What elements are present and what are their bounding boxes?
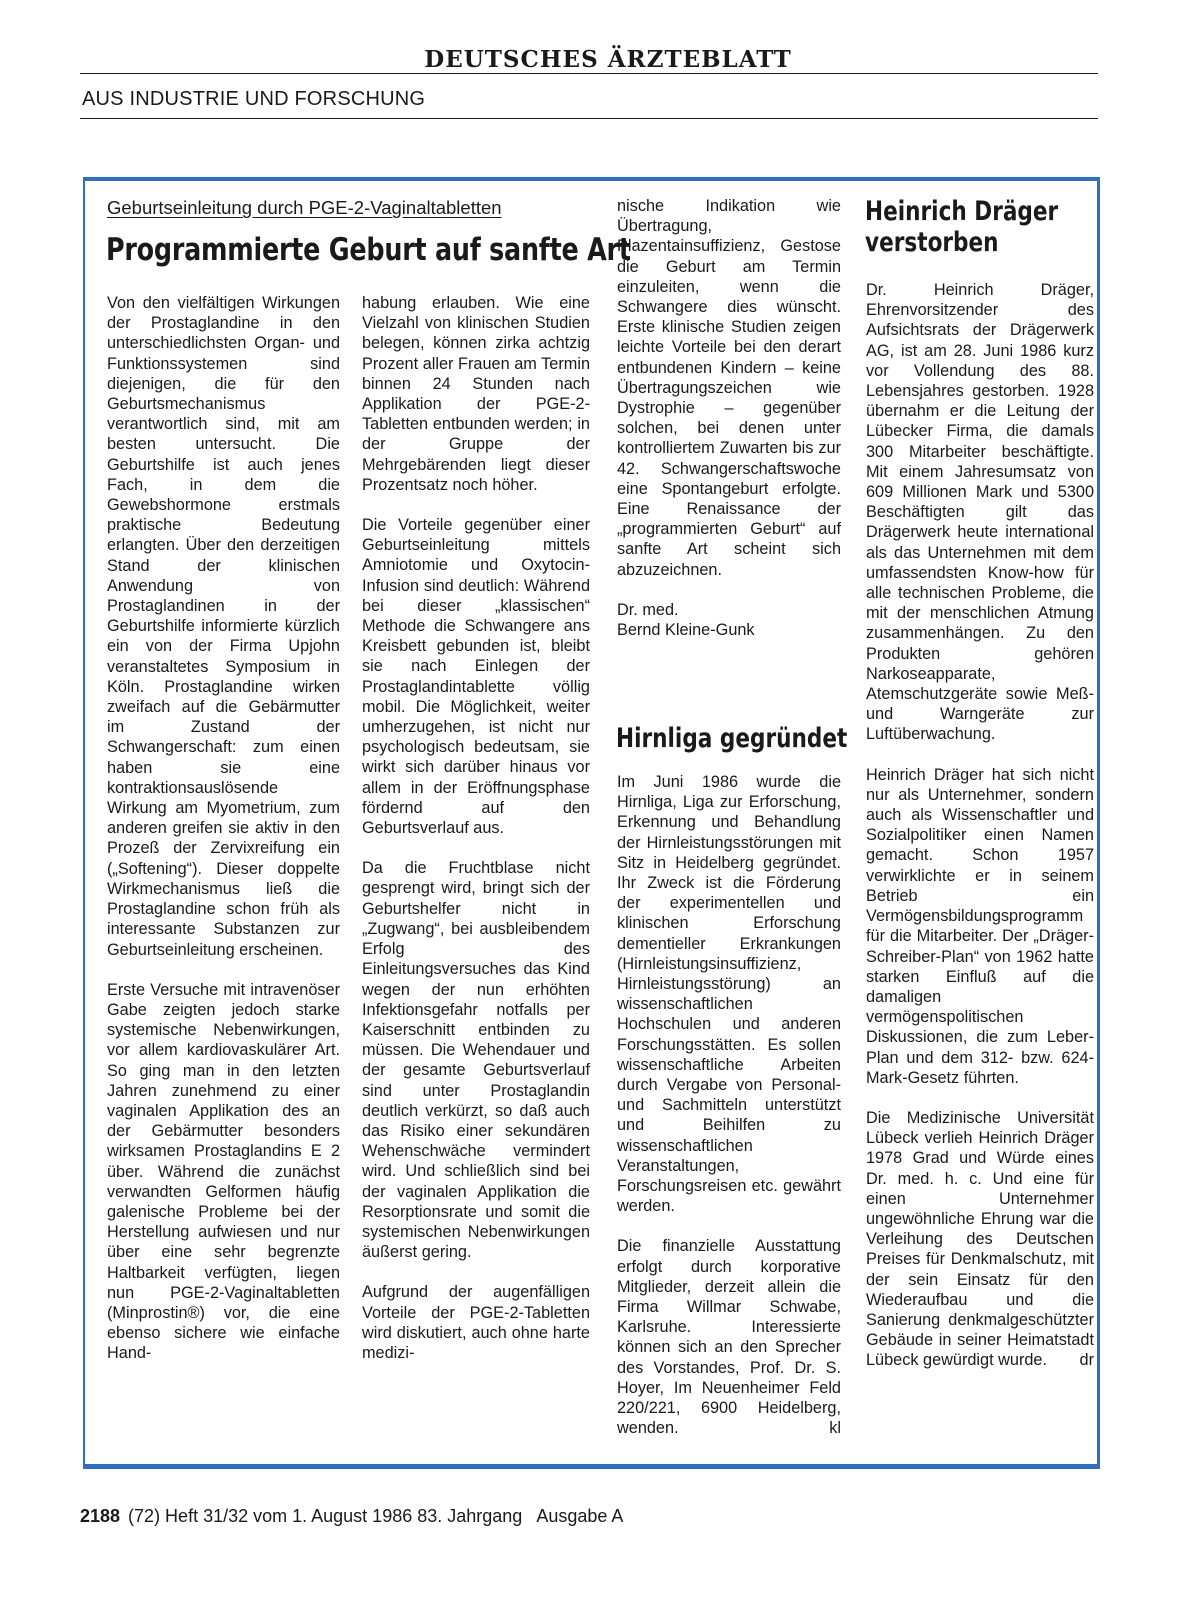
paragraph-text: Die Medizinische Universität Lübeck verlieh Heinrich Dräger 1978 Grad und Würde eines Dr. med. h. c. Und eine für einen Unternehmer ungewöhnliche Ehrung war die Verleihung des Deutschen Preises für Denkmalschutz, mit der sein Einsatz für den Wiederaufbau und die Sanierung denkmalgeschützter Gebäude in seiner Heimatstadt Lübeck gewürdigt wurde. (866, 1108, 1094, 1370)
article1-column-3 (617, 196, 841, 640)
article-kicker: Geburtseinleitung durch PGE-2-Vaginaltabletten (107, 197, 502, 218)
paragraph (866, 1108, 1094, 1371)
paragraph: Da die Fruchtblase nicht gesprengt wird, bringt sich der Geburtshelfer nicht in „Zugwang“, bei ausbleibendem Erfolg des Einleitungsversuches das Kind wegen der nun erhöhten Infektionsgefahr notfalls per Kaiserschnitt entbinden zu müssen. Die Wehendauer und der gesamte Geburtsverlauf sind unter Prostaglandin deutlich verkürzt, so daß auch das Risiko einer sekundären Wehenschwäche vermindert wird. Und schließlich sind bei der vaginalen Applikation die Resorptionsrate und somit die systemischen Nebenwirkungen äußerst gering. (362, 859, 590, 1262)
header-rule-top (80, 73, 1098, 74)
signature: dr (1079, 1351, 1094, 1370)
headline-line: verstorben (865, 227, 999, 258)
masthead: DEUTSCHES ÄRZTEBLATT (424, 46, 792, 73)
paragraph (617, 1236, 841, 1438)
article2-headline: Hirnliga gegründet (616, 723, 848, 754)
paragraph: Im Juni 1986 wurde die Hirnliga, Liga zur Erforschung, Erkennung und Behandlung der Hirnleistungsstörungen mit Sitz in Heidelberg gegründet. Ihr Zweck ist die Förderung der experimentellen und klinischen Erforschung dementieller Erkrankungen (Hirnleistungsinsuffizienz, Hirnleistungsstörung) an wissenschaftlichen Hochschulen und anderen Forschungsstätten. Es sollen wissenschaftliche Arbeiten durch Vergabe von Personal- und Sachmitteln unterstützt und Beihilfen zu wissenschaftlichen Veranstaltungen, Forschungsreisen etc. gewährt werden. (617, 773, 841, 1216)
header-rule-bottom (80, 118, 1098, 119)
paragraph: Aufgrund der augenfälligen Vorteile der PGE-2-Tabletten wird diskutiert, auch ohne harte medizi- (362, 1283, 590, 1362)
author-title: Dr. med. (617, 600, 679, 619)
article1-column-1 (107, 293, 340, 1364)
page-number: 2188 (80, 1506, 121, 1526)
page-footer (80, 1506, 623, 1527)
signature: kl (829, 1419, 841, 1438)
issue-info: (72) Heft 31/32 vom 1. August 1986 83. Jahrgang Ausgabe A (128, 1506, 624, 1526)
paragraph: habung erlauben. Wie eine Vielzahl von klinischen Studien belegen, können zirka achtzig Prozent aller Frauen am Termin binnen 24 Stunden nach Applikation der PGE-2-Tabletten entbunden werden; in der Gruppe der Mehrgebärenden liegt dieser Prozentsatz noch höher. (362, 294, 590, 494)
article2-column (617, 772, 841, 1439)
paragraph: Dr. Heinrich Dräger, Ehrenvorsitzender des Aufsichtsrats der Drägerwerk AG, ist am 28. Juni 1986 kurz vor Vollendung des 88. Lebensjahres gestorben. 1928 übernahm er die Leitung der Lübecker Firma, die damals 300 Mitarbeiter beschäftigte. Mit einem Jahresumsatz von 609 Millionen Mark und 5300 Beschäftigten gilt das Drägerwerk heute international als das Unternehmen mit dem umfassendsten Know-how für alle technischen Probleme, die mit der menschlichen Atmung zusammenhängen. Zu den Produkten gehören Narkoseapparate, Atemschutzgeräte sowie Meß- und Warngeräte zur Luftüberwachung. (866, 281, 1094, 744)
paragraph-text: Die finanzielle Ausstattung erfolgt durch korporative Mitglieder, derzeit allein die Firma Willmar Schwabe, Karlsruhe. Interessierte können sich an den Sprecher des Vorstandes, Prof. Dr. S. Hoyer, Im Neuenheimer Feld 220/221, 6900 Heidelberg, wenden. (617, 1237, 841, 1438)
paragraph: nische Indikation wie Übertragung, Plazentainsuffizienz, Gestose die Geburt am Termin einzuleiten, wenn die Schwangere dies wünscht. Erste klinische Studien zeigen leichte Vorteile bei den derart entbundenen Kindern – keine Übertragungszeichen wie Dystrophie – gegenüber solchen, bei denen unter kontrolliertem Zuwarten bis zur 42. Schwangerschaftswoche eine Spontangeburt erfolgte. Eine Renaissance der „programmierten Geburt“ auf sanfte Art scheint sich abzuzeichnen. (617, 197, 841, 579)
article3-headline (865, 196, 1058, 258)
paragraph: Heinrich Dräger hat sich nicht nur als Unternehmer, sondern auch als Wissenschaftler und Sozialpolitiker einen Namen gemacht. Schon 1957 verwirklichte er in seinem Betrieb ein Vermögensbildungsprogramm für die Mitarbeiter. Der „Dräger-Schreiber-Plan“ von 1962 hatte starken Einfluß auf die damaligen vermögenspolitischen Diskussionen, die zum Leber-Plan und dem 312- bzw. 624-Mark-Gesetz führten. (866, 765, 1094, 1087)
author-name: Bernd Kleine-Gunk (617, 621, 755, 640)
section-title: AUS INDUSTRIE UND FORSCHUNG (82, 88, 426, 110)
article1-column-2 (362, 293, 590, 1363)
author-byline (617, 600, 841, 640)
paragraph: Die Vorteile gegenüber einer Geburtseinleitung mittels Amniotomie und Oxytocin-Infusion sind deutlich: Während bei dieser „klassischen“ Methode die Schwangere ans Kreisbett gebunden ist, bleibt sie nach Einlegen der Prostaglandintablette völlig mobil. Die Möglichkeit, weiter umherzugehen, ist nicht nur psychologisch bedeutsam, sie wirkt sich darüber hinaus vor allem in der Eröffnungsphase fördernd auf den Geburtsverlauf aus. (362, 516, 590, 838)
headline-line: Heinrich Dräger (865, 196, 1059, 227)
paragraph: Erste Versuche mit intravenöser Gabe zeigten jedoch starke systemische Nebenwirkungen, vor allem kardiovaskulärer Art. So ging man in den letzten Jahren zunehmend zu einer vaginalen Applikation des an der Gebärmutter besonders wirksamen Prostaglandins E 2 über. Während die zunächst verwandten Gelformen häufig galenische Probleme bei der Herstellung aufwiesen und nur über eine sehr begrenzte Haltbarkeit verfügten, liegen nun PGE-2-Vaginaltabletten (Minprostin®) vor, die eine ebenso sichere wie einfache Hand- (107, 980, 340, 1363)
article3-column (866, 280, 1094, 1371)
paragraph: Von den vielfältigen Wirkungen der Prostaglandine in den unterschiedlichsten Organ- und Funktionssystemen sind diejenigen, die für den Geburtsmechanismus verantwortlich sind, mit am besten untersucht. Die Geburtshilfe ist auch jenes Fach, in dem die Gewebshormone erstmals praktische Bedeutung erlangten. Über den derzeitigen Stand der klinischen Anwendung von Prostaglandinen in der Geburtshilfe informierte kürzlich ein von der Firma Upjohn veranstaltetes Symposium in Köln. Prostaglandine wirken zweifach auf die Gebärmutter im Zustand der Schwangerschaft: zum einen haben sie eine kontraktionsauslösende Wirkung am Myometrium, zum anderen greifen sie aktiv in den Prozeß der Zervixreifung ein („Softening“). Dieser doppelte Wirkmechanismus ließ die Prostaglandine schon früh als interessante Substanzen zur Geburtseinleitung erscheinen. (107, 294, 340, 959)
article-headline: Programmierte Geburt auf sanfte Art (106, 232, 631, 268)
